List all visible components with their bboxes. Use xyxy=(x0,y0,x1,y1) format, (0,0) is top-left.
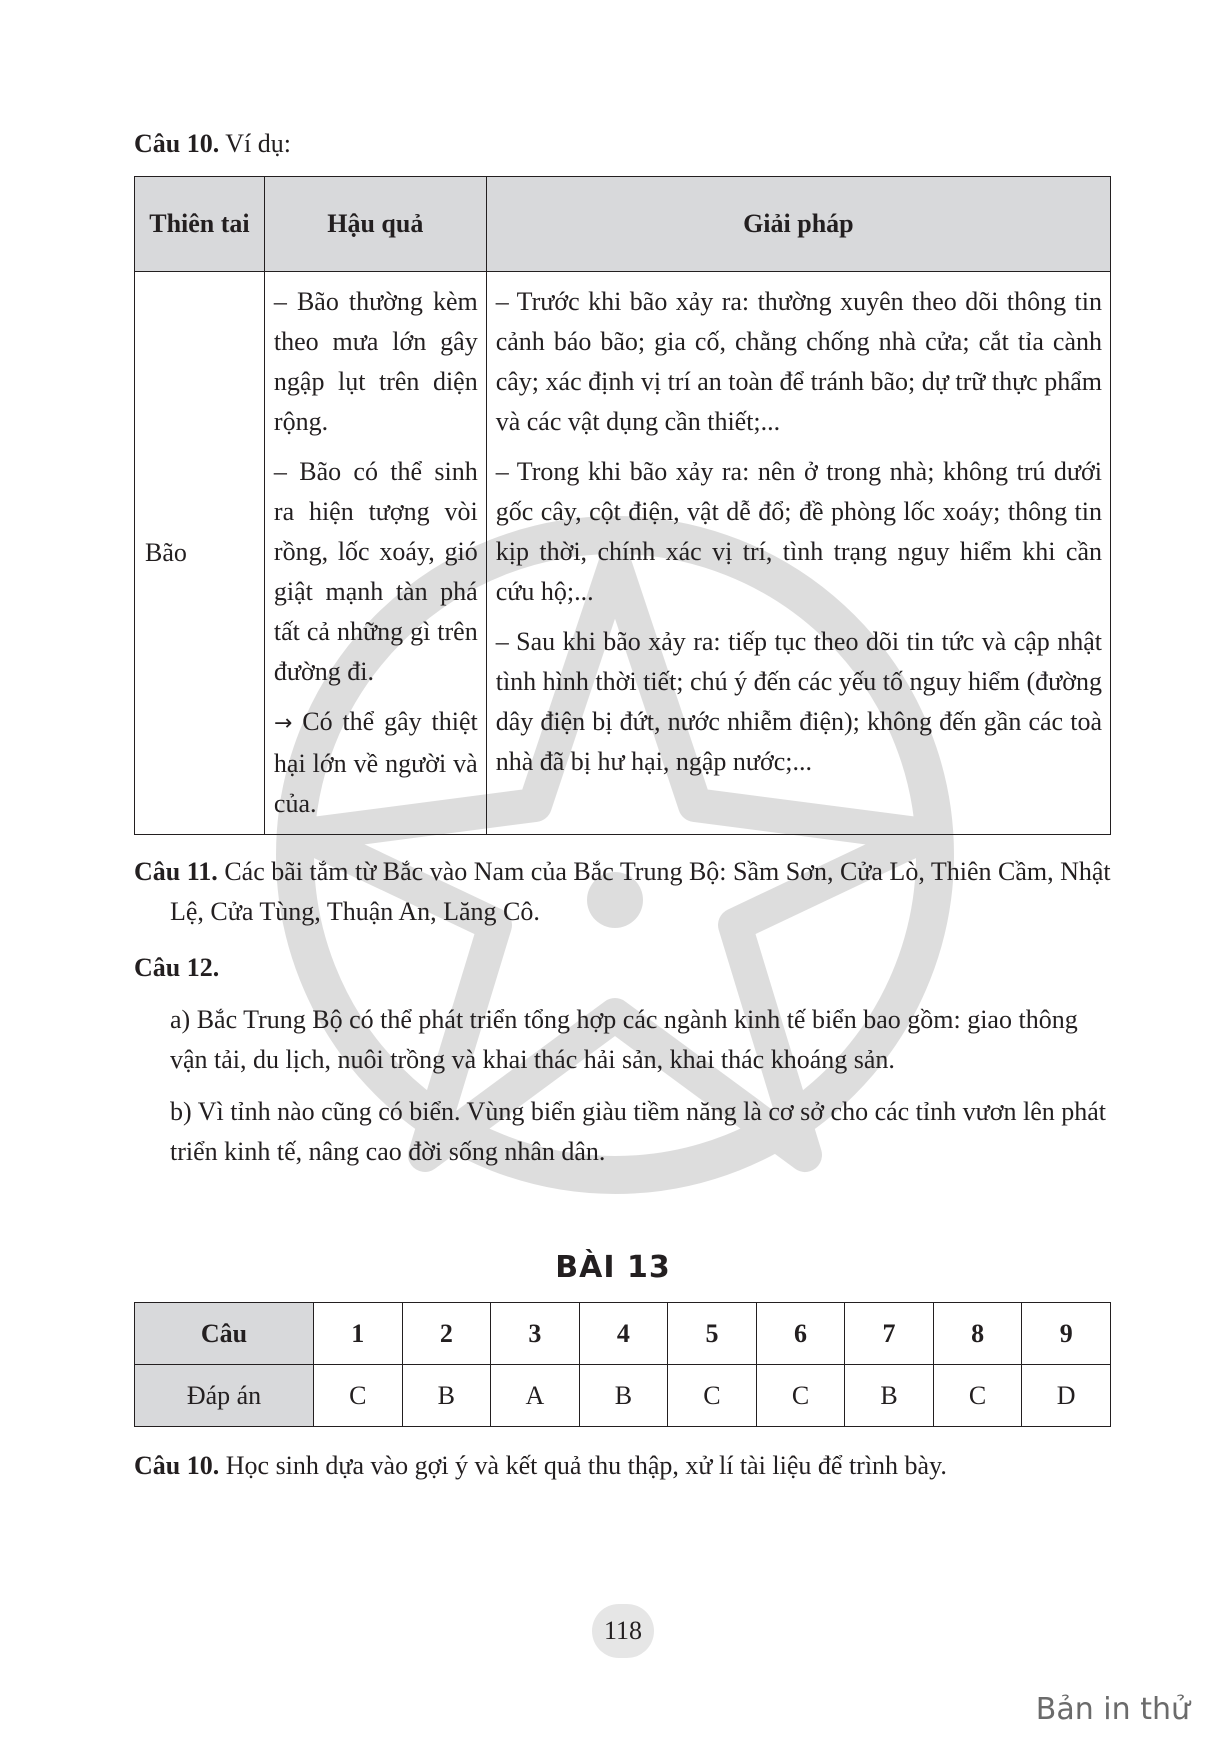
answer-key-table xyxy=(134,1302,1111,1427)
solution-item: – Trước khi bão xảy ra: thường xuyên theo dõi thông tin cảnh báo bão; gia cố, chằng chống nhà cửa; cắt tỉa cành cây; xác định vị trí an toàn để tránh bão; dự trữ thực phẩm và các vật dụng cần thiết;... xyxy=(495,287,1102,436)
question-12b: b) Vì tỉnh nào cũng có biển. Vùng biển giàu tiềm năng là cơ sở cho các tỉnh vươn lên phát triển kinh tế, nâng cao đời sống nhân dân. xyxy=(170,1097,1106,1166)
answer-cell: C xyxy=(933,1365,1022,1427)
answer-cell: A xyxy=(491,1365,580,1427)
question-label: Câu 10. xyxy=(134,129,220,158)
question-number: 5 xyxy=(668,1303,757,1365)
question-text: Học sinh dựa vào gợi ý và kết quả thu thập, xử lí tài liệu để trình bày. xyxy=(219,1451,947,1480)
draft-watermark-label: Bản in thử xyxy=(1035,1692,1190,1727)
answer-cell: B xyxy=(845,1365,934,1427)
solution-item: – Sau khi bão xảy ra: tiếp tục theo dõi tin tức và cập nhật tình hình thời tiết; chú ý đến các yếu tố nguy hiểm (đường dây điện bị đứt, nước nhiễm điện); không đến gần các toà nhà đã bị hư hại, ngập nước;... xyxy=(495,627,1102,776)
question-number: 1 xyxy=(314,1303,403,1365)
question-number: 9 xyxy=(1022,1303,1111,1365)
consequences-cell xyxy=(264,272,486,835)
answer-cell: C xyxy=(756,1365,845,1427)
answer-cell: D xyxy=(1022,1365,1111,1427)
disaster-name: Bão xyxy=(135,272,265,835)
solutions-cell xyxy=(486,272,1110,835)
question-11 xyxy=(134,852,1111,932)
row-label-question: Câu xyxy=(135,1303,314,1365)
question-label: Câu 10. xyxy=(134,1451,220,1480)
question-12-label: Câu 12. xyxy=(134,953,220,982)
question-number: 8 xyxy=(933,1303,1022,1365)
question-number: 6 xyxy=(756,1303,845,1365)
question-label: Câu 11. xyxy=(134,857,218,886)
lesson-13-question-10 xyxy=(134,1446,947,1486)
question-12a: a) Bắc Trung Bộ có thể phát triển tổng hợp các ngành kinh tế biển bao gồm: giao thông vận tải, du lịch, nuôi trồng và khai thác hải sản, khai thác khoáng sản. xyxy=(170,1005,1078,1074)
answer-cell: B xyxy=(579,1365,668,1427)
page-number: 118 xyxy=(592,1604,654,1658)
question-text: Các bãi tắm từ Bắc vào Nam của Bắc Trung Bộ: Sầm Sơn, Cửa Lò, Thiên Cầm, Nhật Lệ, Cửa Tùng, Thuận An, Lăng Cô. xyxy=(170,857,1111,926)
header-consequences: Hậu quả xyxy=(264,177,486,272)
answer-cell: C xyxy=(314,1365,403,1427)
header-disaster: Thiên tai xyxy=(135,177,265,272)
table-header-row xyxy=(135,177,1111,272)
table-row xyxy=(135,272,1111,835)
right-arrow-icon: → xyxy=(273,711,293,736)
consequence-item: – Bão có thể sinh ra hiện tượng vòi rồng, lốc xoáy, gió giật mạnh tàn phá tất cả những gì trên đường đi. xyxy=(273,457,478,686)
lesson-13-title: BÀI 13 xyxy=(555,1250,671,1285)
answer-row xyxy=(135,1365,1111,1427)
question-number: 3 xyxy=(491,1303,580,1365)
question-number: 7 xyxy=(845,1303,934,1365)
question-text: Ví dụ: xyxy=(219,129,292,158)
question-number: 4 xyxy=(579,1303,668,1365)
solution-item: – Trong khi bão xảy ra: nên ở trong nhà; không trú dưới gốc cây, cột điện, vật dễ đổ; đề phòng lốc xoáy; thông tin kịp thời, chính xác vị trí, tình trạng nguy hiểm khi cần cứu hộ;... xyxy=(495,457,1102,606)
answer-cell: C xyxy=(668,1365,757,1427)
question-number-row xyxy=(135,1303,1111,1365)
conclusion-text: Có thể gây thiệt hại lớn về người và của. xyxy=(273,707,478,818)
answer-cell: B xyxy=(402,1365,491,1427)
question-10-intro xyxy=(134,124,291,164)
consequence-item: – Bão thường kèm theo mưa lớn gây ngập lụt trên diện rộng. xyxy=(273,287,478,436)
row-label-answer: Đáp án xyxy=(135,1365,314,1427)
disaster-table xyxy=(134,176,1111,835)
question-number: 2 xyxy=(402,1303,491,1365)
consequence-conclusion xyxy=(274,702,478,824)
header-solutions: Giải pháp xyxy=(486,177,1110,272)
